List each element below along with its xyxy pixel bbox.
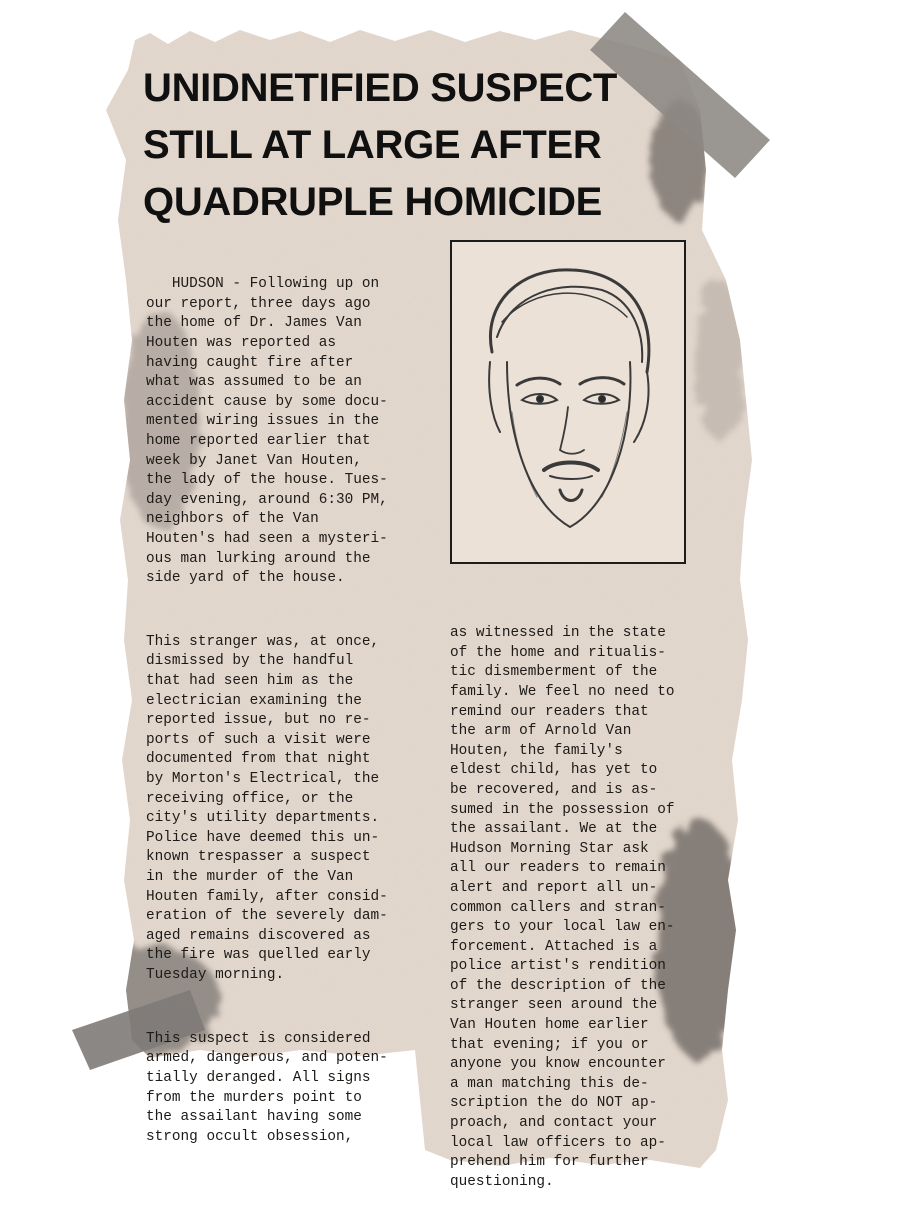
article-right-column bbox=[450, 585, 675, 1217]
article-left-column bbox=[146, 236, 388, 1172]
headline-line-1: UNIDNETIFIED SUSPECT bbox=[143, 66, 618, 110]
headline-line-2: STILL AT LARGE AFTER bbox=[143, 123, 602, 167]
headline bbox=[143, 60, 723, 231]
suspect-sketch bbox=[450, 240, 686, 564]
article-paragraph: This stranger was, at once, dismissed by the handful that had seen him as the electrician examining the reported issue, but no re- ports of such a visit were documented from that night by Morton's Electrical, the receiving office, or the city's utility departments. Police have deemed this un- known trespasser a suspect in the murder of the Van Houten family, after consid- eration of the severely dam- aged remains discovered as the fire was quelled early Tuesday morning. bbox=[146, 633, 388, 983]
article-paragraph: as witnessed in the state of the home and ritualis- tic dismemberment of the family. We feel no need to remind our readers that the arm of Arnold Van Houten, the family's eldest child, has yet to be recovered, and is as- sumed in the possession of the assailant. We at the Hudson Morning Star ask all our readers to remain alert and report all un- common callers and stran- gers to your local law en- forcement. Attached is a police artist's rendition of the description of the stranger seen around the Van Houten home earlier that evening; if you or anyone you know encounter a man matching this de- scription the do NOT ap- proach, and contact your local law officers to ap- prehend him for further questioning. bbox=[450, 625, 675, 1190]
headline-line-3: QUADRUPLE HOMICIDE bbox=[143, 180, 603, 224]
suspect-face-drawing bbox=[452, 242, 684, 562]
article-paragraph: This suspect is considered armed, dangerous, and poten- tially deranged. All signs from the murders point to the assailant having some strong occult obsession, bbox=[146, 1030, 388, 1145]
article-paragraph: HUDSON - Following up on our report, three days ago the home of Dr. James Van Houten was reported as having caught fire after what was assumed to be an accident cause by some docu- mented wiring issues in the home reported earlier that week by Janet Van Houten, the lady of the house. Tues- day evening, around 6:30 PM, neighbors of the Van Houten's had seen a mysteri- ous man lurking around the side yard of the house. bbox=[146, 276, 388, 587]
